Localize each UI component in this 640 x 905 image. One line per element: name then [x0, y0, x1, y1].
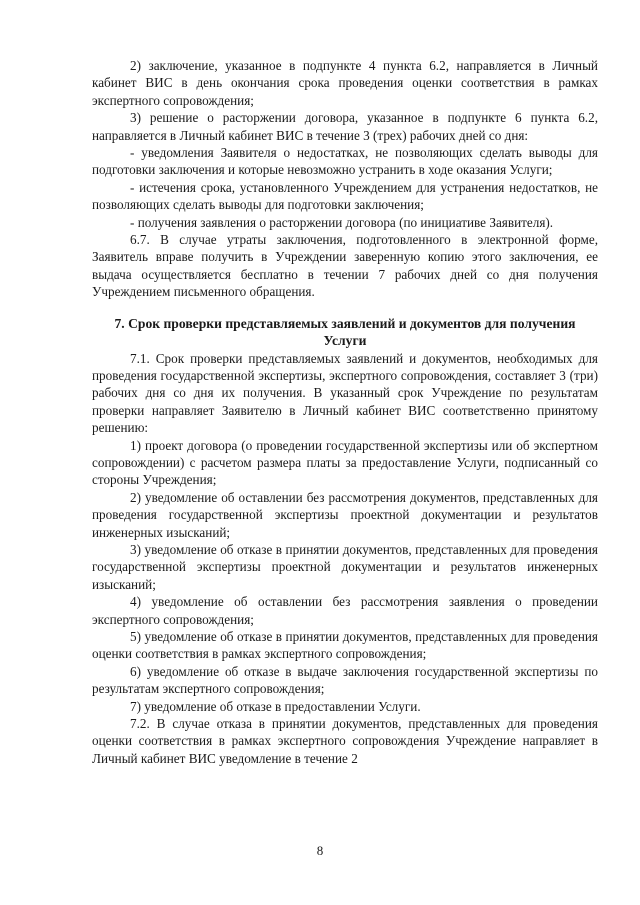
list-item-3: 3) уведомление об отказе в принятии документов, представленных для проведения государственной экспертизы проектной документации и результатов инженерных изысканий;	[92, 541, 598, 592]
list-item-7: 7) уведомление об отказе в предоставлении Услуги.	[130, 698, 421, 714]
paragraph-conclusion-sent: 2) заключение, указанное в подпункте 4 пункта 6.2, направляется в Личный кабинет ВИС в день окончания срока проведения оценки соответствия в рамках экспертного сопровождения;	[92, 58, 598, 108]
list-item-2: 2) уведомление об оставлении без рассмотрения документов, представленных для проведения государственной экспертизы проектной документации и результатов инженерных изысканий;	[92, 489, 598, 540]
list-item-6: 6) уведомление об отказе в выдаче заключения государственной экспертизы по результатам экспертного сопровождения;	[92, 663, 598, 697]
document-body	[92, 57, 598, 767]
paragraph-7-2: 7.2. В случае отказа в принятии документов, представленных для проведения оценки соответствия в рамках экспертного сопровождения Учреждение направляет в Личный кабинет ВИС уведомление в течение 2	[92, 716, 598, 766]
paragraph-7-1: 7.1. Срок проверки представляемых заявлений и документов, необходимых для проведения государственной экспертизы, экспертного сопровождения, составляет 3 (три) рабочих дня со дня их получения. В указанный срок Учреждение по результатам проверки направляет Заявителю в Личный кабинет ВИС соответственно принятому решению:	[92, 350, 598, 436]
list-item-5: 5) уведомление об отказе в принятии документов, представленных для проведения оценки соответствия в рамках экспертного сопровождения;	[92, 629, 598, 662]
paragraph-termination-decision: 3) решение о расторжении договора, указанное в подпункте 6 пункта 6.2, направляется в Личный кабинет ВИС в течение 3 (трех) рабочих дней со дня:	[92, 110, 598, 143]
list-item-1: 1) проект договора (о проведении государственной экспертизы или об экспертном сопровождении) с расчетом размера платы за предоставление Услуги, подписанный со стороны Учреждения;	[92, 437, 598, 488]
paragraph-6-7: 6.7. В случае утраты заключения, подготовленного в электронной форме, Заявитель вправе получить в Учреждении заверенную копию этого заключения, ее выдача осуществляется бесплатно в течении 7 рабочих дней со дня получения Учреждением письменного обращения.	[92, 232, 598, 300]
section-heading: 7. Срок проверки представляемых заявлений и документов для получения Услуги	[114, 315, 576, 349]
list-item-4: 4) уведомление об оставлении без рассмотрения заявления о проведении экспертного сопровождения;	[92, 594, 598, 627]
paragraph-termination-request: - получения заявления о расторжении договора (по инициативе Заявителя).	[130, 214, 554, 230]
page-number: 8	[316, 843, 324, 858]
paragraph-deadline-expiry: - истечения срока, установленного Учреждением для устранения недостатков, не позволяющих сделать выводы для подготовки заключения;	[92, 179, 598, 213]
paragraph-notice-deficiencies: - уведомления Заявителя о недостатках, не позволяющих сделать выводы для подготовки заключения и которые невозможно устранить в ходе оказания Услуги;	[92, 145, 598, 178]
